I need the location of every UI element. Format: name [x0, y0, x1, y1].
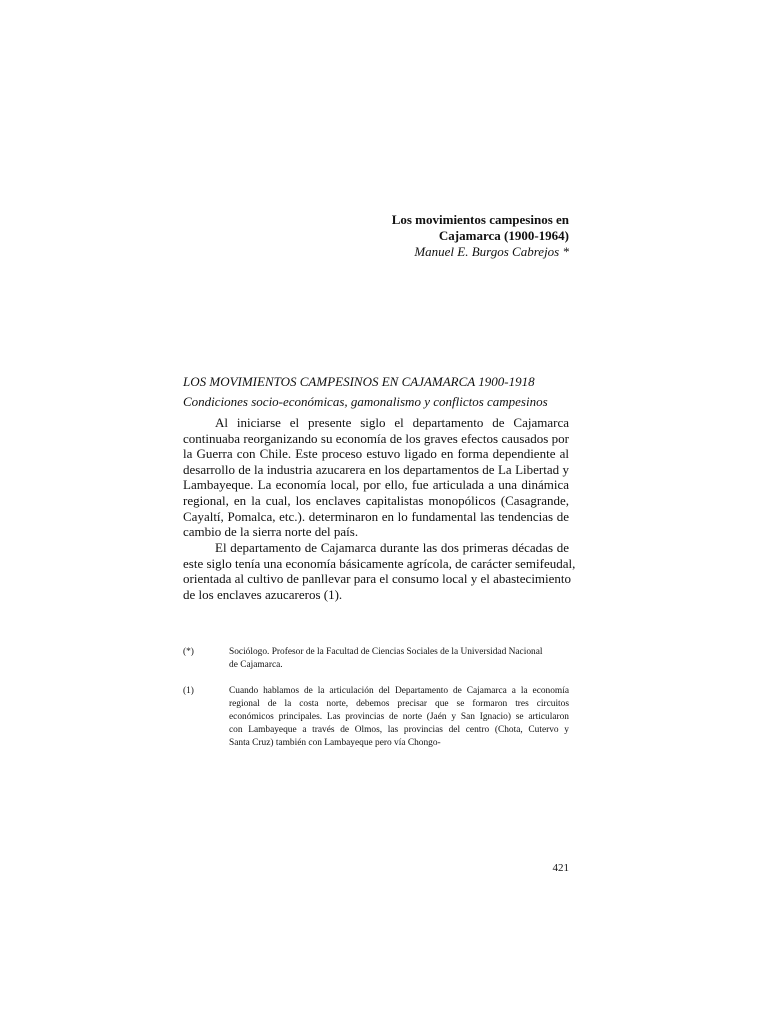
footnote-line: económicos principales. Las provincias de norte (Jaén y San Ignacio) se articularon — [229, 712, 569, 722]
paragraph-line: cambio de la sierra norte del país. — [183, 524, 359, 540]
paragraph-line: desarrollo de la industria azucarera en los departamentos de La Libertad y — [183, 461, 569, 477]
footnote-1 — [183, 685, 569, 750]
paragraph-line: este siglo tenía una economía básicamente agrícola, de carácter semifeudal, — [183, 555, 576, 571]
paragraph-2 — [183, 540, 576, 602]
footnote-line: Cuando hablamos de la articulación del Departamento de Cajamarca a la economía — [229, 686, 569, 696]
paragraph-line: la Guerra con Chile. Este proceso estuvo ligado en forma dependiente al — [183, 446, 569, 462]
paragraph-line: orientada al cultivo de panllevar para el consumo local y el abastecimiento — [183, 571, 572, 587]
footnote-line: Santa Cruz) también con Lambayeque pero vía Chongo- — [229, 738, 441, 748]
footnote-author — [183, 646, 569, 672]
footnote-body — [229, 685, 569, 750]
page-number: 421 — [552, 862, 569, 874]
article-title-line-2: Cajamarca (1900-1964) — [438, 228, 569, 243]
paragraph-1 — [183, 415, 569, 540]
footnote-line: regional de la costa norte, debemos precisar que se formaron tres circuitos — [229, 699, 569, 709]
paragraph-line: Lambayeque. La economía local, por ello, fue articulada a una dinámica — [183, 477, 569, 493]
paragraph-line: El departamento de Cajamarca durante las dos primeras décadas de — [215, 540, 569, 555]
article-title-line-1: Los movimientos campesinos en — [391, 212, 569, 227]
footnote-line: Sociólogo. Profesor de la Facultad de Ciencias Sociales de la Universidad Nacional — [229, 647, 543, 657]
paragraph-line: de los enclaves azucareros (1). — [183, 586, 343, 602]
subsection-heading: Condiciones socio-económicas, gamonalismo y conflictos campesinos — [183, 394, 548, 409]
footnote-marker: (*) — [183, 647, 194, 657]
paragraph-line: continuaba reorganizando su economía de los graves efectos causados por — [183, 430, 569, 446]
paragraph-line: regional, en la cual, los enclaves capitalistas monopólicos (Casagrande, — [183, 492, 569, 508]
footnote-marker: (1) — [183, 686, 194, 696]
footnote-line: con Lambayeque a través de Olmos, las provincias del centro (Chota, Cutervo y — [229, 725, 569, 735]
footnote-line: de Cajamarca. — [229, 660, 283, 670]
paragraph-line: Al iniciarse el presente siglo el departamento de Cajamarca — [215, 415, 569, 430]
section-heading: LOS MOVIMIENTOS CAMPESINOS EN CAJAMARCA 1900-1918 — [183, 374, 535, 389]
paragraph-line: Cayaltí, Pomalca, etc.). determinaron en lo fundamental las tendencias de — [183, 508, 569, 524]
title-block — [392, 212, 569, 260]
author-name: Manuel E. Burgos Cabrejos * — [414, 244, 569, 259]
footnote-body — [229, 646, 569, 672]
